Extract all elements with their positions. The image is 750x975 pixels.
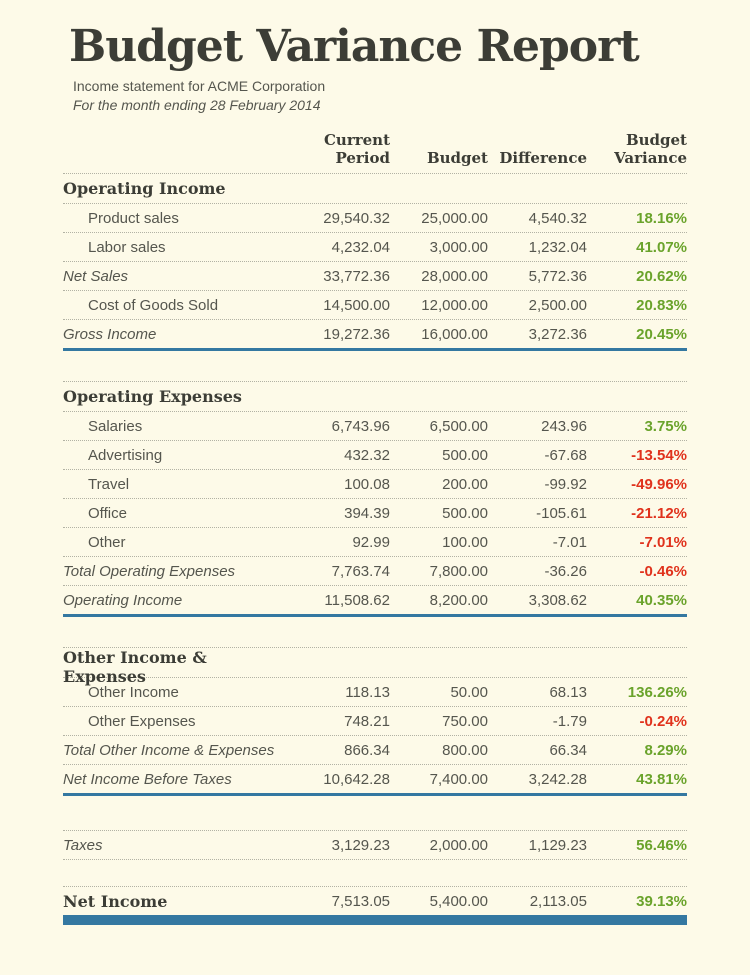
table-group — [63, 647, 687, 796]
difference-value: -105.61 — [536, 504, 587, 522]
row-label: Total Other Income & Expenses — [63, 741, 275, 759]
row-label: Taxes — [63, 836, 103, 854]
report-page — [0, 21, 750, 925]
current-period-value: 7,763.74 — [331, 562, 390, 580]
row-label: Office — [88, 504, 127, 522]
current-period-value: 29,540.32 — [323, 209, 390, 227]
budget-value: 800.00 — [442, 741, 488, 759]
budget-variance-value: -21.12% — [631, 504, 687, 522]
row-label: Advertising — [88, 446, 163, 464]
table-row — [63, 735, 687, 764]
budget-value: 200.00 — [442, 475, 488, 493]
budget-value: 5,400.00 — [429, 892, 488, 910]
budget-value: 2,000.00 — [429, 836, 488, 854]
current-period-value: 4,232.04 — [331, 238, 390, 256]
difference-value: -67.68 — [544, 446, 587, 464]
row-label: Other Income & Expenses — [63, 648, 207, 687]
current-period-value: 394.39 — [344, 504, 390, 522]
budget-value: 28,000.00 — [421, 267, 488, 285]
budget-value: 3,000.00 — [429, 238, 488, 256]
table-row — [63, 706, 687, 735]
difference-value: 3,308.62 — [528, 591, 587, 609]
difference-value: 4,540.32 — [528, 209, 587, 227]
budget-variance-value: 20.83% — [636, 296, 687, 314]
row-label: Other — [88, 533, 126, 551]
difference-value: 2,113.05 — [529, 892, 587, 910]
table-group — [63, 173, 687, 351]
current-period-value: 10,642.28 — [323, 770, 390, 788]
table-row — [63, 232, 687, 261]
report-period: For the month ending 28 February 2014 — [73, 97, 321, 114]
table-row — [63, 261, 687, 290]
current-period-value: 432.32 — [344, 446, 390, 464]
budget-variance-value: 40.35% — [636, 591, 687, 609]
current-period-value: 14,500.00 — [323, 296, 390, 314]
difference-value: 3,272.36 — [528, 325, 587, 343]
budget-value: 100.00 — [442, 533, 488, 551]
current-period-value: 3,129.23 — [331, 836, 390, 854]
table-column-headers — [63, 127, 687, 173]
row-label: Net Income — [63, 891, 168, 911]
budget-value: 6,500.00 — [429, 417, 488, 435]
section-header-row — [63, 381, 687, 411]
budget-value: 7,400.00 — [429, 770, 488, 788]
current-period-value: 7,513.05 — [331, 892, 390, 910]
difference-value: 2,500.00 — [528, 296, 587, 314]
row-label: Total Operating Expenses — [63, 562, 236, 580]
current-period-value: 6,743.96 — [331, 417, 390, 435]
budget-value: 25,000.00 — [421, 209, 488, 227]
difference-value: -1.79 — [552, 712, 587, 730]
budget-variance-value: 39.13% — [636, 892, 687, 910]
budget-variance-value: -0.46% — [639, 562, 687, 580]
table-row — [63, 764, 687, 793]
table-group — [63, 830, 687, 860]
table-group — [63, 381, 687, 617]
table-row — [63, 556, 687, 585]
budget-variance-value: -49.96% — [631, 475, 687, 493]
column-header-budget: Budget — [426, 148, 488, 167]
current-period-value: 118.13 — [345, 683, 390, 701]
table-row — [63, 585, 687, 614]
budget-value: 12,000.00 — [421, 296, 488, 314]
difference-value: 3,242.28 — [528, 770, 587, 788]
difference-value: -7.01 — [552, 533, 587, 551]
table-row — [63, 886, 687, 915]
budget-variance-value: 136.26% — [627, 683, 687, 701]
budget-value: 750.00 — [442, 712, 488, 730]
row-label: Gross Income — [63, 325, 157, 343]
row-label: Net Income Before Taxes — [63, 770, 232, 788]
row-label: Product sales — [88, 209, 179, 227]
current-period-value: 748.21 — [344, 712, 390, 730]
budget-variance-value: 20.45% — [636, 325, 687, 343]
budget-variance-value: 20.62% — [636, 267, 687, 285]
current-period-value: 33,772.36 — [323, 267, 390, 285]
budget-variance-value: 18.16% — [636, 209, 687, 227]
table-row — [63, 290, 687, 319]
budget-value: 7,800.00 — [429, 562, 488, 580]
difference-value: 1,232.04 — [528, 238, 587, 256]
column-header-difference: Difference — [499, 148, 587, 167]
row-label: Operating Income — [63, 591, 183, 609]
page-title: Budget Variance Report — [69, 21, 639, 72]
difference-value: -36.26 — [544, 562, 587, 580]
budget-value: 500.00 — [442, 504, 488, 522]
section-header-row — [63, 173, 687, 203]
table-row — [63, 830, 687, 859]
row-label: Operating Income — [63, 179, 226, 199]
budget-variance-value: 56.46% — [636, 836, 687, 854]
difference-value: 5,772.36 — [528, 267, 587, 285]
budget-value: 8,200.00 — [429, 591, 488, 609]
budget-value: 500.00 — [442, 446, 488, 464]
row-label: Labor sales — [88, 238, 166, 256]
current-period-value: 100.08 — [344, 475, 390, 493]
row-label: Other Income — [88, 683, 179, 701]
difference-value: 243.96 — [541, 417, 587, 435]
table-row — [63, 498, 687, 527]
table-row — [63, 440, 687, 469]
budget-variance-value: 43.81% — [636, 770, 687, 788]
budget-value: 16,000.00 — [421, 325, 488, 343]
row-label: Salaries — [88, 417, 143, 435]
table-row — [63, 527, 687, 556]
difference-value: -99.92 — [544, 475, 587, 493]
current-period-value: 11,508.62 — [324, 591, 390, 609]
report-subtitle: Income statement for ACME Corporation — [73, 78, 326, 95]
current-period-value: 866.34 — [344, 741, 390, 759]
budget-variance-value: -13.54% — [631, 446, 687, 464]
current-period-value: 19,272.36 — [323, 325, 390, 343]
table-row — [63, 319, 687, 348]
table-row — [63, 469, 687, 498]
budget-variance-value: -7.01% — [639, 533, 687, 551]
table-row — [63, 203, 687, 232]
column-header-current-period: Current Period — [323, 130, 390, 167]
budget-variance-value: -0.24% — [639, 712, 687, 730]
report-table — [63, 173, 687, 925]
row-label: Operating Expenses — [63, 387, 242, 407]
difference-value: 68.13 — [549, 683, 587, 701]
column-header-budget-variance: Budget Variance — [614, 130, 687, 167]
row-label: Other Expenses — [88, 712, 196, 730]
budget-variance-value: 3.75% — [644, 417, 687, 435]
table-group — [63, 886, 687, 925]
difference-value: 1,129.23 — [528, 836, 587, 854]
budget-variance-value: 8.29% — [644, 741, 687, 759]
budget-variance-value: 41.07% — [636, 238, 687, 256]
section-header-row — [63, 647, 687, 687]
current-period-value: 92.99 — [352, 533, 390, 551]
budget-value: 50.00 — [450, 683, 488, 701]
table-row — [63, 411, 687, 440]
row-label: Net Sales — [63, 267, 129, 285]
row-label: Cost of Goods Sold — [88, 296, 219, 314]
difference-value: 66.34 — [549, 741, 587, 759]
row-label: Travel — [88, 475, 130, 493]
